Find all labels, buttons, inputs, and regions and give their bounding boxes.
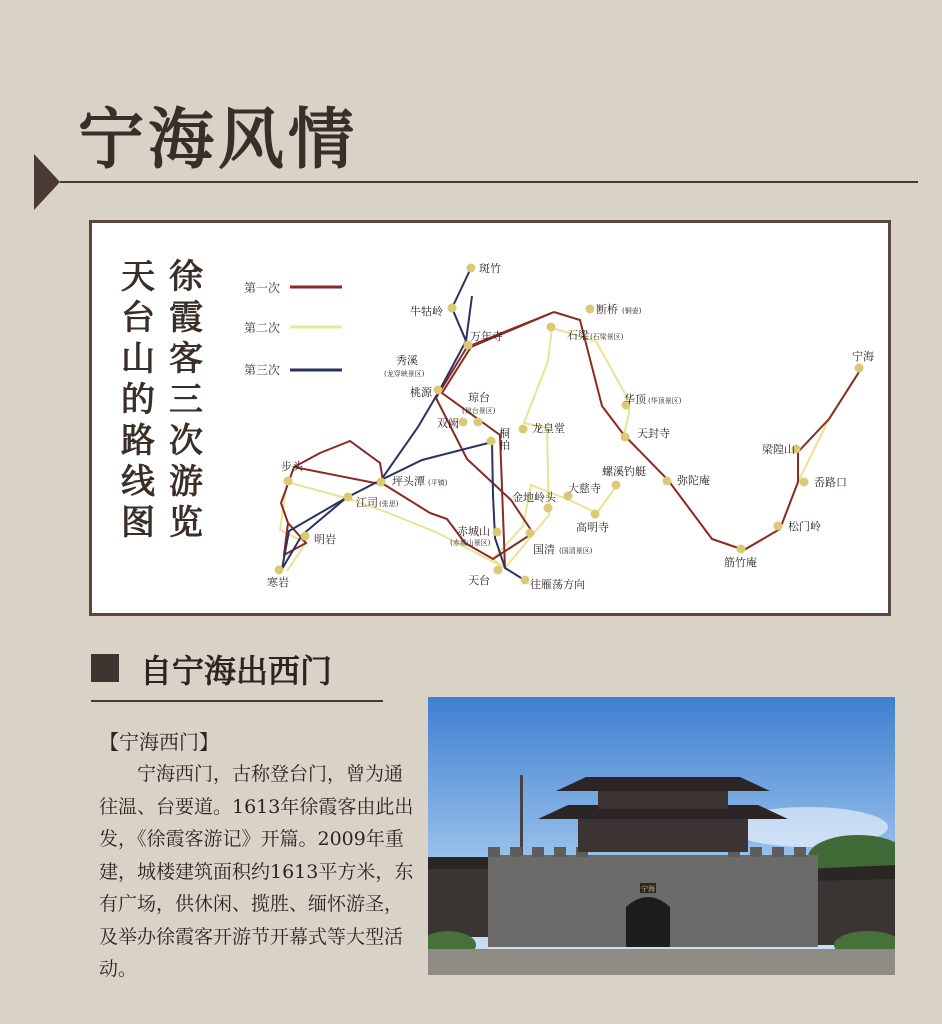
gate-plaque: 宁海 xyxy=(641,885,655,893)
route-first xyxy=(281,312,859,568)
label-tianfeng: 天封寺 xyxy=(637,427,670,440)
node-jiangsi xyxy=(344,493,353,502)
node-niuguling xyxy=(448,304,457,313)
label-duanqiao-sub: (铜壶) xyxy=(622,307,642,315)
label-ninghai: 宁海 xyxy=(852,350,874,363)
label-mituo: 弥陀庵 xyxy=(677,474,710,487)
node-longhuang xyxy=(519,425,528,434)
node-shiliang xyxy=(547,323,556,332)
legend-label-first: 第一次 xyxy=(244,281,281,295)
label-taoyuan: 桃源 xyxy=(410,386,432,399)
label-shuangque: 双阙 xyxy=(437,417,459,430)
section-body: 宁海西门，古称登台门，曾为通往温、台要道。1613年徐霞客由此出发，《徐霞客游记》开篇。2009年重建，城楼建筑面积约1613平方米，东有广场，供休闲、揽胜、缅怀游圣，及举办徐霞客开游节开幕式等大型活动。 xyxy=(99,763,414,980)
node-hanyan xyxy=(275,566,284,575)
label-guoqing-sub: (国清景区) xyxy=(559,547,593,555)
label-pingtoutan-sub: (平镇) xyxy=(428,479,448,487)
node-taoyuan xyxy=(434,386,443,395)
label-duanqiao: 断桥 xyxy=(596,303,618,316)
label-tongbai-1: 桐 xyxy=(499,427,510,440)
label-yandang: 往雁荡方向 xyxy=(530,578,585,591)
node-mingyan xyxy=(301,532,310,541)
route-map-svg xyxy=(92,223,888,613)
section-title: 自宁海出西门 xyxy=(140,652,333,690)
label-jinzhuan: 筋竹庵 xyxy=(724,556,757,569)
section-marker-icon xyxy=(91,654,119,682)
node-guoqing xyxy=(526,529,535,538)
label-daci: 大慈寺 xyxy=(568,482,601,495)
node-songmenling xyxy=(774,522,783,531)
label-huading: 华顶 xyxy=(624,393,646,406)
node-pingtoutan xyxy=(377,478,386,487)
legend-label-second: 第二次 xyxy=(244,321,281,335)
label-chicheng-sub: (赤城山景区) xyxy=(450,539,491,547)
label-guoqing: 国清 xyxy=(533,543,555,556)
node-yandang xyxy=(521,576,530,585)
west-gate-photo xyxy=(428,697,895,975)
label-songmenling: 松门岭 xyxy=(788,520,821,533)
node-ninghai xyxy=(855,364,864,373)
label-bulou: 步头 xyxy=(281,460,303,473)
node-tiantai xyxy=(494,566,503,575)
node-duanqiao xyxy=(586,305,595,314)
west-gate-illustration xyxy=(428,697,895,975)
title-arrow-icon xyxy=(34,154,60,210)
label-jindiling: 金地岭头 xyxy=(512,491,556,504)
node-banzhu xyxy=(467,264,476,273)
label-tiantai: 天台 xyxy=(468,574,490,587)
label-longhuang: 龙皇堂 xyxy=(532,422,565,435)
node-bulou xyxy=(284,477,293,486)
section-divider xyxy=(91,700,383,702)
node-daolukou xyxy=(800,478,809,487)
label-niuguling: 牛牯岭 xyxy=(410,305,443,318)
node-tongbai xyxy=(487,437,496,446)
node-jinzhuan xyxy=(737,545,746,554)
node-mituo xyxy=(663,477,672,486)
section-subtitle: 【宁海西门】 xyxy=(99,730,219,754)
node-chicheng xyxy=(493,528,502,537)
label-pingtoutan: 坪头潭 xyxy=(392,475,425,488)
label-lianghuang: 梁隍山 xyxy=(762,443,795,456)
node-luoxi xyxy=(612,481,621,490)
label-hanyan: 寒岩 xyxy=(267,576,289,589)
label-daolukou: 岙路口 xyxy=(814,476,847,489)
label-xiuxi: 秀溪 xyxy=(396,354,418,367)
label-qiongtai-sub: (琼台景区) xyxy=(462,407,496,415)
label-shiliang: 石梁 xyxy=(567,329,589,342)
map-title-right: 徐霞客三次游览 xyxy=(169,257,203,543)
legend-label-third: 第三次 xyxy=(244,363,281,377)
node-qiongtai xyxy=(474,418,483,427)
node-tianfeng xyxy=(621,433,630,442)
label-chicheng: 赤城山 xyxy=(457,525,490,538)
label-jiangsi-sub: (张思) xyxy=(379,500,399,508)
label-qiongtai: 琼台 xyxy=(468,391,490,404)
label-shiliang-sub: (石梁景区) xyxy=(590,333,624,341)
node-shuangque xyxy=(459,418,468,427)
label-tongbai-2: 柏 xyxy=(499,439,510,452)
title-divider xyxy=(60,181,918,183)
label-wannian: 万年寺 xyxy=(470,330,503,343)
node-jindiling xyxy=(544,504,553,513)
label-huading-sub: (华顶景区) xyxy=(648,397,682,405)
label-gaoming: 高明寺 xyxy=(576,521,609,534)
label-mingyan: 明岩 xyxy=(314,533,336,546)
page-title: 宁海风情 xyxy=(78,100,358,178)
node-gaoming xyxy=(591,510,600,519)
label-banzhu: 斑竹 xyxy=(479,262,501,275)
route-map xyxy=(89,220,891,616)
label-xiuxi-sub: (龙穿峡景区) xyxy=(384,370,425,378)
route-nodes xyxy=(275,264,864,585)
map-title-left: 天台山的路线图 xyxy=(121,257,155,543)
label-luoxi: 螺溪钓艇 xyxy=(602,465,646,478)
label-jiangsi: 江司 xyxy=(356,496,378,509)
